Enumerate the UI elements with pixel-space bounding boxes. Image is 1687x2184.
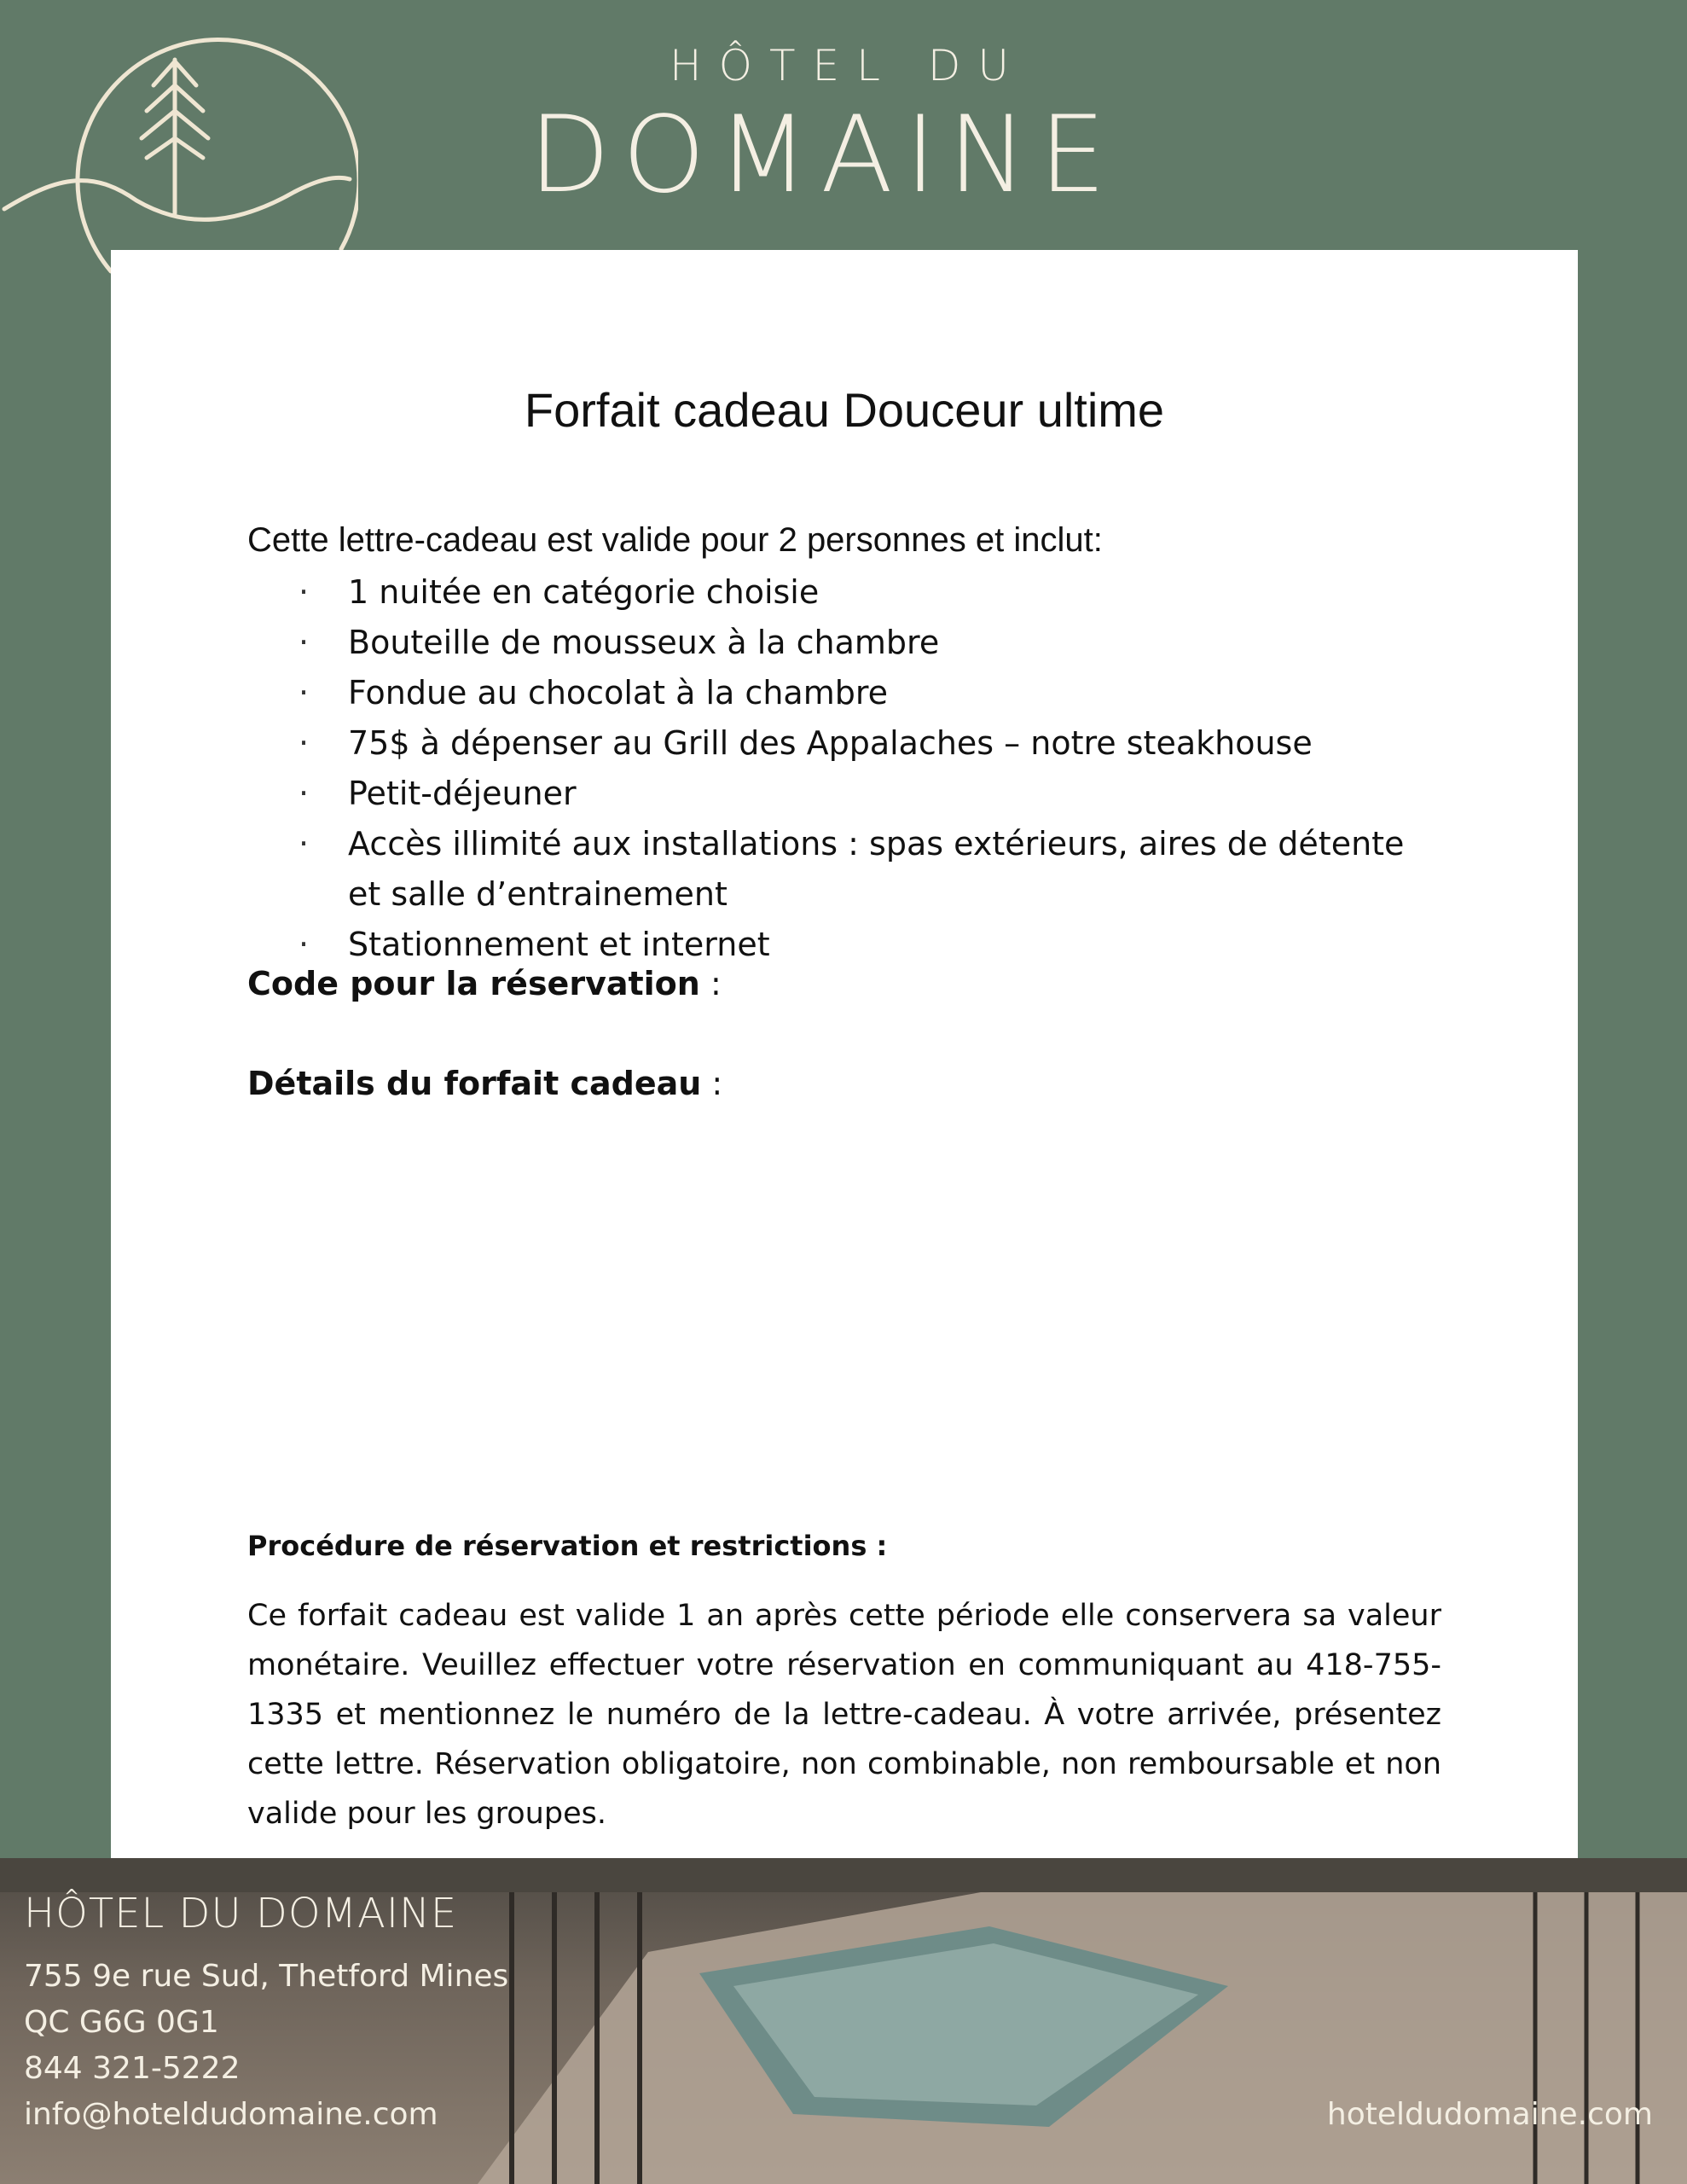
gift-letter-card (111, 250, 1578, 1858)
package-details-label: Détails du forfait cadeau : (247, 1065, 723, 1102)
bullet-icon: · (299, 775, 310, 812)
list-item: · 1 nuitée en catégorie choisie (299, 567, 1433, 618)
footer-hotel-name: HÔTEL DU DOMAINE (24, 1890, 458, 1937)
list-item: · Accès illimité aux installations : spas extérieurs, aires de détente et salle d’entrainement (299, 819, 1433, 920)
footer-address-line1: 755 9e rue Sud, Thetford Mines (24, 1959, 509, 1994)
procedure-text: Ce forfait cadeau est valide 1 an après cette période elle conservera sa valeur monétaire. Veuillez effectuer votre réservation en communiquant au 418-755-1335 et mentionnez le numéro de la lettre-cadeau. À votre arrivée, présentez cette lettre. Réservation obligatoire, non combinable, non remboursable et non valide pour les groupes. (247, 1599, 1441, 1831)
bullet-icon: · (299, 825, 310, 863)
footer-phone: 844 321-5222 (24, 2051, 241, 2086)
brand-name-large: DOMAINE (529, 94, 1118, 217)
intro-text: Cette lettre-cadeau est valide pour 2 personnes et inclut: (247, 521, 1103, 559)
bullet-icon: · (299, 926, 310, 963)
bullet-icon: · (299, 674, 310, 712)
footer-address-line2: QC G6G 0G1 (24, 2005, 219, 2040)
inclusions-list (299, 567, 1433, 970)
procedure-title: Procédure de réservation et restrictions : (247, 1530, 888, 1562)
list-item: · Petit-déjeuner (299, 769, 1433, 819)
page-title: Forfait cadeau Douceur ultime (524, 383, 1165, 437)
tree-logo-icon (0, 0, 358, 282)
footer-website: hoteldudomaine.com (1326, 2097, 1653, 2132)
footer-banner (0, 1858, 1687, 2184)
reservation-code-label: Code pour la réservation : (247, 965, 722, 1002)
footer-email: info@hoteldudomaine.com (24, 2097, 438, 2132)
list-item: · 75$ à dépenser au Grill des Appalaches – notre steakhouse (299, 718, 1433, 769)
bullet-icon: · (299, 624, 310, 661)
bullet-icon: · (299, 724, 310, 762)
bullet-icon: · (299, 573, 310, 611)
brand-name-small: HÔTEL DU (670, 41, 1026, 90)
list-item: · Fondue au chocolat à la chambre (299, 668, 1433, 718)
list-item: · Bouteille de mousseux à la chambre (299, 618, 1433, 668)
list-item: · Stationnement et internet (299, 920, 1433, 970)
